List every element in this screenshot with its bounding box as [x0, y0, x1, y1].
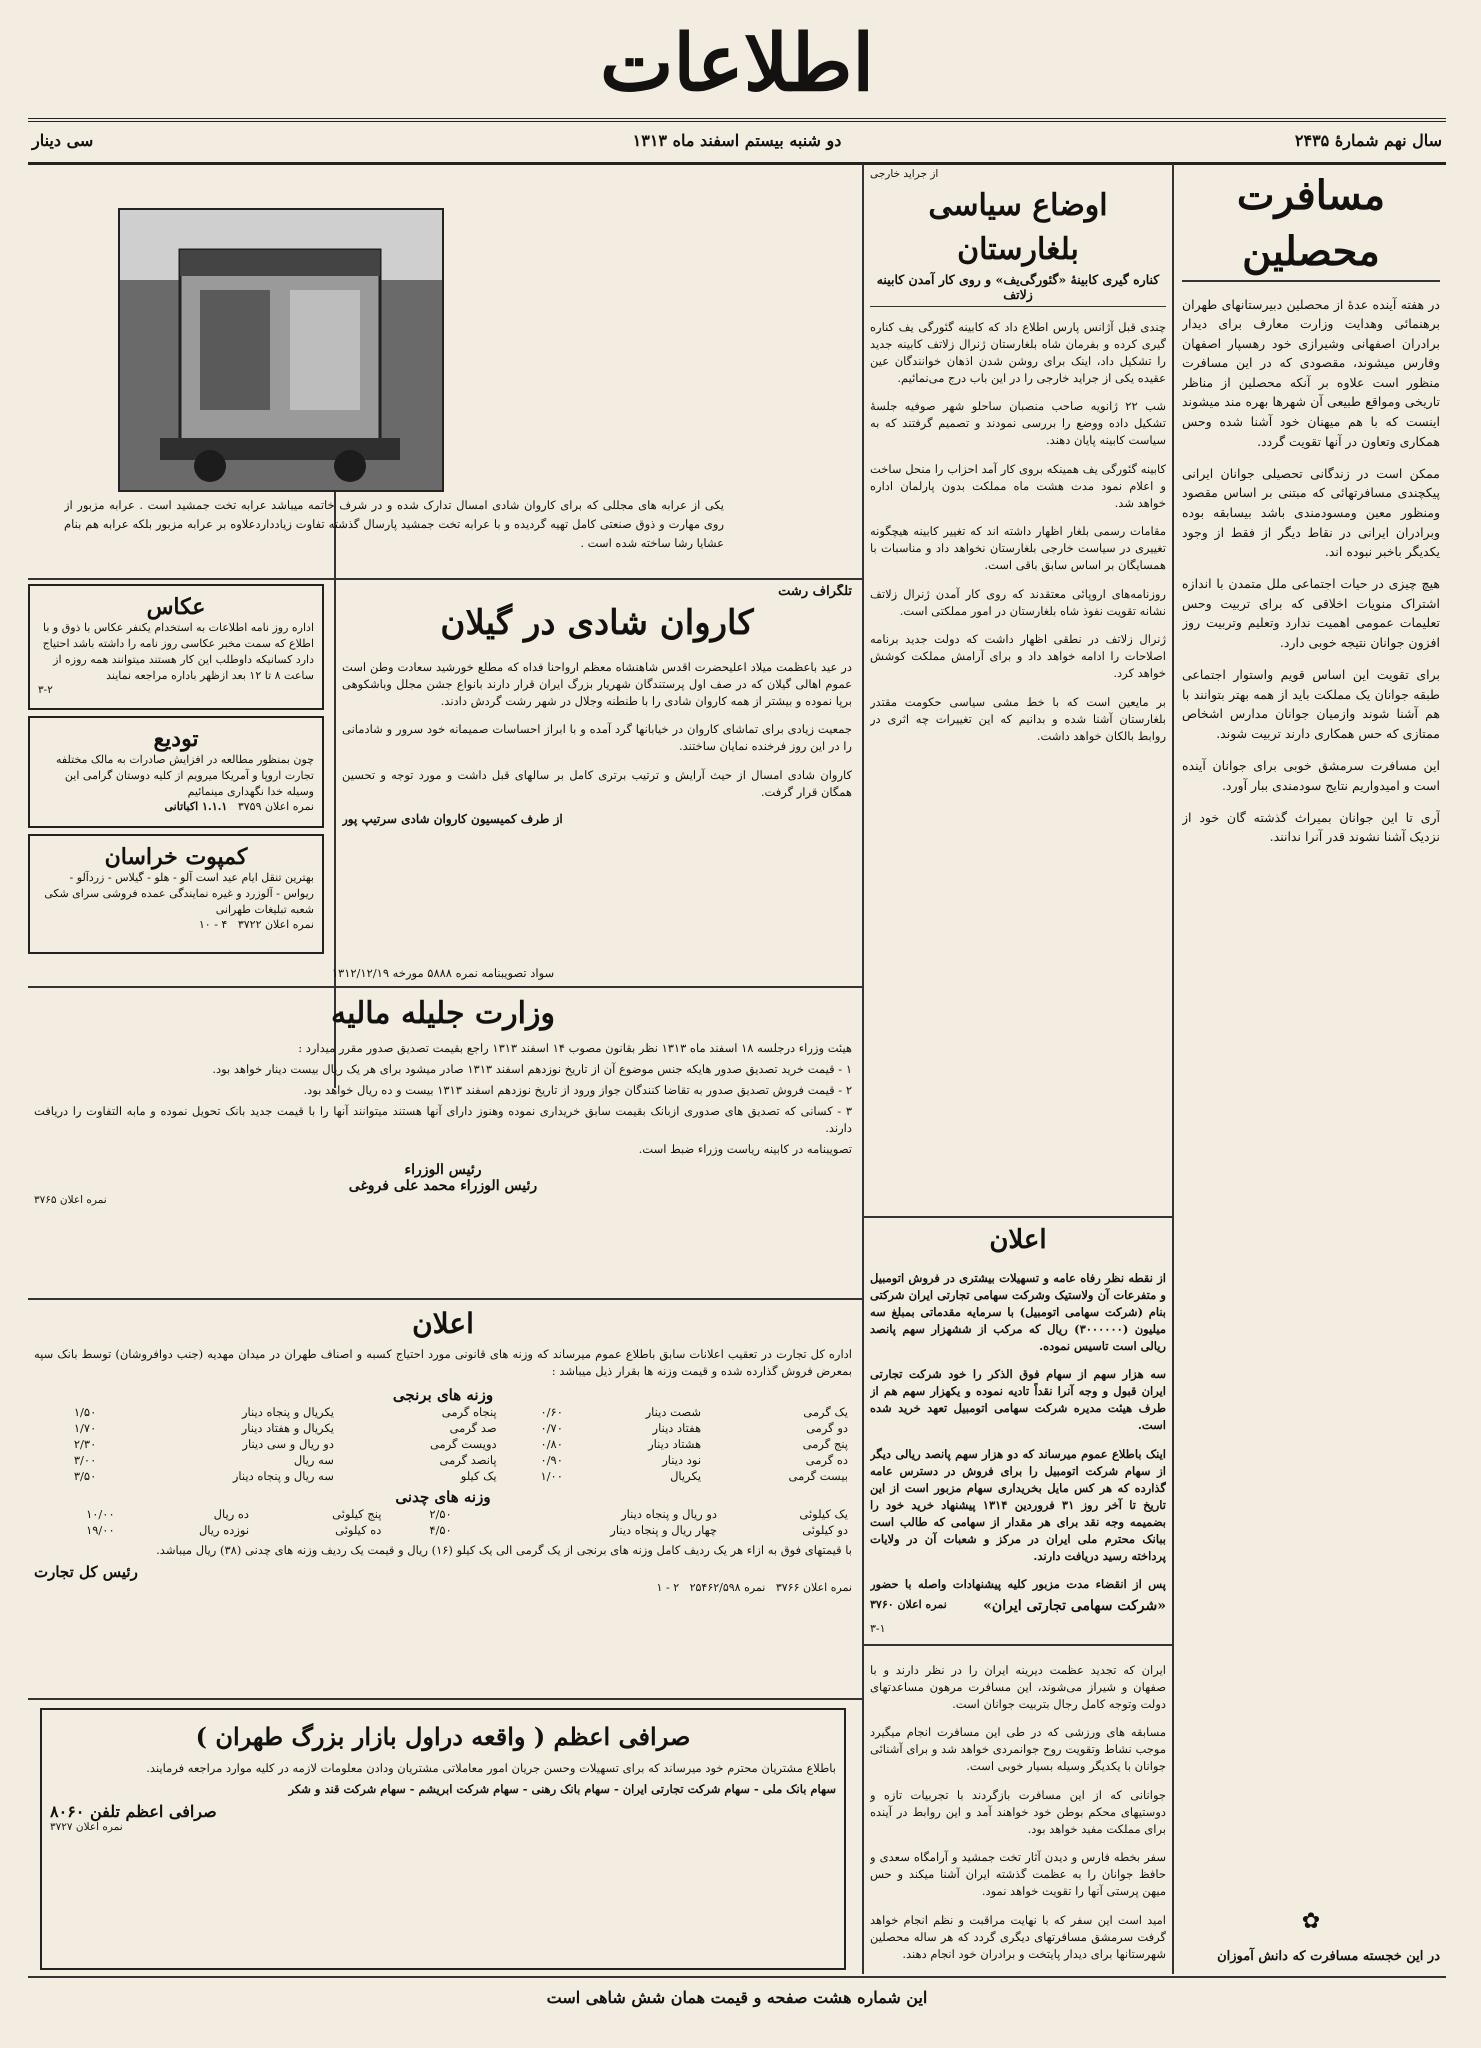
table-cell: دویست گرمی	[429, 1437, 497, 1451]
ad-items: سهام بانک ملی - سهام شرکت تجارتی ایران - سهام بانک رهنی - سهام شرکت ابریشم - سهام شرکت قند و شکر	[288, 1782, 836, 1796]
notice-headline: اعلان	[989, 1225, 1047, 1255]
table-cell: بیست گرمی	[788, 1469, 848, 1483]
ad-ref: ۳-۲	[38, 684, 53, 696]
notice-finance-ministry	[34, 992, 852, 1292]
table-row	[34, 1506, 852, 1522]
table-cell: شصت دینار	[645, 1405, 702, 1419]
article-headline: اوضاع سیاسی بلغارستان	[928, 188, 1108, 267]
ad-name: ۱.۱.۱ اکباتانی	[164, 800, 228, 813]
ad-khorasan-compote	[28, 834, 324, 954]
paragraph: این مسافرت سرمشق خوبی برای جوانان آینده است و امیدواریم نتایج سودمندی ببار آورد.	[1182, 757, 1440, 793]
ad-text: اداره روز نامه اطلاعات به استخدام یکنفر عکاس با ذوق و با اطلاع که سمت مخبر عکاسی روز نامه را داشته باشد احتیاج دارد کسانیکه داوطلب این کار هستند میتوانند همه روزه از ساعت ۸ تا ۱۲ بعد ازظهر باداره مراجعه نمایند	[42, 621, 314, 682]
paragraph: سه هزار سهم از سهام فوق الذکر را خود شرکت تجارتی ایران قبول و وجه آنرا نقداً تادیه نموده و یکهزار سهم هم از طرف هیئت مدیره شرکت سهامی اتومبیل تعهد خرید شده است.	[870, 1367, 1166, 1432]
table-cell: ۴/۵۰	[429, 1523, 452, 1537]
ad-text: چون بمنظور مطالعه در افزایش صادرات به مالک مختلفه تجارت اروپا و آمریکا میرویم از کلیه دوستان گرامی این وسیله خدا نگهداری مینمائیم	[56, 753, 314, 798]
table-cell: یکریال	[670, 1469, 702, 1483]
paragraph: جوانانی که از این مسافرت بازگردند با تجربیات تازه و دوستیهای محکم بوطن خود خواهند آمد و این روابط در آینده برای مملکت مفید خواهد بود.	[870, 1787, 1166, 1836]
article-headline: مسافرت محصلین	[1182, 168, 1440, 282]
section-divider	[28, 986, 862, 988]
signature-full: رئیس الوزراء محمد علی فروغی	[348, 1178, 538, 1194]
table-cell: پنج کیلوئی	[332, 1507, 382, 1521]
article-caravan-gilan	[342, 584, 852, 964]
paragraph: شب ۲۲ ژانویه صاحب منصبان ساحلو شهر صوفیه جلسهٔ تشکیل داده ووضع را بررسی نمودند و تصمیم گرفتند که به سیاست کابینه پایان دهند.	[870, 399, 1166, 447]
paragraph: تصویبنامه در کابینه ریاست وزراء ضبط است.	[638, 1142, 852, 1156]
table-cell: نوزده ریال	[198, 1523, 250, 1537]
photo-float-chariot	[118, 208, 444, 492]
paragraph: چندی قبل آژانس پارس اطلاع داد که کابینه گئورگی یف کناره گیری کرده و بفرمان شاه بلغارستان ژنرال زلاتف کابینه جدید را تشکیل داد، اینک برای روشن شدن اذهان خوانندگان عین عقیده یکی از جراید خارجی را در این باب درج می‌نمائیم.	[870, 319, 1166, 385]
paragraph: مسابقه های ورزشی که در طی این مسافرت انجام میگیرد موجب نشاط وتقویت روح جوانمردی خواهد شد و برای آشنائی جوانان با یکدیگر وسیله بسیار خوبی است.	[870, 1725, 1166, 1773]
photo-caption: یکی از عرابه های مجللی که برای کاروان شادی امسال تدارک شده و در شرف خاتمه میباشد عرابه تخت جمشید است . عرابه مزبور از روی مهارت و ذوق صنعتی کامل تهیه گردیده و با عرابه تخت جمشید پارسال گذشته تفاوت زیادداردعلاوه بر عرابه مزبور بلکه عرابه هم بنام عشایا رشا ساخته شده است .	[64, 498, 724, 550]
table-cell: یک کیلوئی	[799, 1507, 848, 1521]
small-ads	[28, 584, 324, 964]
ad-farewell	[28, 716, 324, 828]
notice-weights	[34, 1304, 852, 1692]
notice-intro: اداره کل تجارت در تعقیب اعلانات سابق باطلاع عموم میرساند که وزنه های قانونی مورد احتیاج کسبه و اصناف طهران در میدان مهدیه (جنب دوافروشان) توسط بانک سپه بمعرض فروش گذارده شده و قیمت وزنه ها بقرار ذیل میباشد :	[34, 1347, 852, 1378]
ad-ref: نمره اعلان ۳۷۵۹	[237, 800, 314, 813]
table-cell: ۲/۵۰	[429, 1507, 452, 1521]
footer-text: این شماره هشت صفحه و قیمت همان شش شاهی است	[546, 1988, 928, 2007]
ad-title: کمپوت خراسان	[104, 844, 248, 870]
paragraph: جمعیت زیادی برای تماشای کاروان در خیابانها گرد آمده و با ابراز احساسات صمیمانه خود سرور و شادمانی را در این روز فرخنده نمایان ساختند.	[342, 722, 852, 753]
ad-ref: نمره اعلان ۳۷۲۷	[50, 1821, 123, 1833]
notice-signature	[870, 1598, 1166, 1622]
notice-headline: اعلان	[412, 1307, 474, 1340]
paragraph: سفر بخطه فارس و دیدن آثار تخت جمشید و آرامگاه سعدی و حافظ جوانان را به عظمت گذشته ایران آشنا میکند و حس میهن پرستی آنها را تقویت خواهد نمود.	[870, 1850, 1166, 1898]
table-cell: پانصد گرمی	[439, 1453, 497, 1467]
paragraph: امید است این سفر که با نهایت مراقبت و نظم انجام خواهد گرفت سرمشق مسافرتهای دیگری گردد که هر ساله محصلین شهرستانها برای دیدار پایتخت و برادران خود انجام دهند.	[870, 1912, 1166, 1961]
paragraph: روزنامه‌های اروپائی معتقدند که روی کار آمدن ژنرال زلاتف نشانه تقویت نفوذ شاه بلغارستان در امور مملکتی است.	[870, 586, 1166, 618]
notice-ref-2: نمره ۲۵۴۶۲/۵۹۸	[689, 1581, 766, 1594]
chariot-image	[120, 210, 442, 490]
table-row	[34, 1452, 852, 1468]
article-bulgaria	[870, 168, 1166, 1118]
table-cell: سه ریال	[293, 1453, 334, 1467]
signature-text: «شرکت سهامی تجارتی ایران»	[983, 1598, 1166, 1614]
section-divider	[28, 1298, 862, 1300]
paragraph: کابینه گئورگی یف همینکه بروی کار آمد احزاب را منحل ساخت و اعلام نمود مدت هشت ماه مملکت بدون پارلمان اداره خواهد شد.	[870, 461, 1166, 510]
notice-outro: با قیمتهای فوق به ازاء هر یک ردیف کامل وزنه های برنجی از یک گرمی الی یک کیلو (۱۶) ریال و قیمت یک ردیف وزنه های چدنی (۳۸) ریال میباشد.	[156, 1543, 852, 1557]
ad-text: باطلاع مشتریان محترم خود میرساند که برای تسهیلات وحسن جریان امور معاملاتی مشتریان ودادن معلومات لازمه در کلیه موارد مراجعه فرمایند.	[146, 1761, 836, 1775]
table-row	[34, 1436, 852, 1452]
ad-title: عکاس	[146, 594, 206, 620]
section-divider	[28, 578, 862, 580]
table-row	[34, 1404, 852, 1420]
telegraph-tag: تلگراف رشت	[778, 584, 852, 599]
table-row	[34, 1468, 852, 1484]
table-cell: ۱۰/۰۰	[86, 1507, 115, 1521]
notice-automobile-company	[870, 1222, 1166, 1594]
table-cell: ده ریال	[213, 1507, 250, 1521]
paragraph: اینک باطلاع عموم میرساند که دو هزار سهم پانصد ریالی دیگر از سهام شرکت اتومبیل را برای فروش در دسترس عامه گذارده که هر کس مایل بخریداری سهام مزبور است از این تاریخ تا آخر روز ۳۱ فروردین ۱۳۱۴ پیشنهاد خرید خود را بضمیمه وجه نقد برای هر مقدار از سهامی که طالب است ببانک محترم ملی ایران در مرکز و شعبات آن در ولایات پرداخته رسید دریافت دارند.	[870, 1446, 1166, 1563]
table-cell: پنج گرمی	[802, 1437, 848, 1451]
notice-lead: از نقطه نظر رفاه عامه و تسهیلات بیشتری در فروش اتومبیل و متفرعات آن ولاستیک وشرکت سهامی تجارتی ایران شرکتی بنام (شرکت سهامی اتومبیل) با سرمایه مقدماتی بمبلغ سه میلیون (۳۰۰۰۰۰۰) ریال که مرکب از ششهزار سهم پانصد ریالی است تاسیس نموده.	[870, 1270, 1166, 1353]
iron-heading: وزنه های چدنی	[395, 1488, 491, 1506]
paragraph: در هفته آینده عدهٔ از محصلین دبیرستانهای طهران برهنمائی وهدایت وزارت معارف برای دیدار برادران اصفهانی وشیرازی خود رهسپار اصفهان وفارس میشوند، مقصودی که در این مسافرت منظور است علاوه بر آنکه محصلین از مناظر تاریخی ومواقع طبیعی آن شهرها بهره مند میشوند اینست که با هم میهنان خود آشنا شده وحس همکاری وتعاون در آنها تقویت گردد.	[1182, 296, 1440, 449]
table-cell: ۰/۸۰	[540, 1437, 563, 1451]
table-cell: ۱/۰۰	[540, 1469, 563, 1483]
table-cell: ۱/۵۰	[73, 1405, 97, 1419]
masthead-title: اطلاعات	[599, 18, 875, 109]
table-cell: صد گرمی	[449, 1421, 497, 1435]
issue-date: دو شنبه بیستم اسفند ماه ۱۳۱۳	[632, 131, 842, 150]
paragraph: ممکن است در زندگانی تحصیلی جوانان ایرانی پیکچندی مسافرتهائی که مبتنی بر اساس مقصود ومنظور معین ومسودمندی باشد بیسابقه بوده وبرادران ایرانی در نقاط دیگر از فقط از وجود یکدیگر باخبر نبوده اند.	[1182, 465, 1440, 560]
issue-price: سی دینار	[32, 131, 94, 150]
notice-ref-3: ۲ - ۱	[656, 1581, 680, 1594]
paragraph: بر مایعین است که با خط مشی سیاسی حکومت مقتدر بلغارستان آشنا شده و بدانیم که این تغییرات چه اثری در روابط بالکان خواهد داشت.	[870, 694, 1166, 743]
paragraph: ۳ - کسانی که تصدیق های صدوری ازبانک بقیمت سابق خریداری نموده وهنوز دارای آنها هستند میتوانند آنها را با قیمت جدید بانک تحویل نموده و مابه التفاوت را دریافت دارند.	[34, 1104, 852, 1135]
table-cell: یکریال و هفتاد دینار	[241, 1421, 334, 1435]
table-cell: هفتاد دینار	[652, 1421, 702, 1435]
dateline	[28, 118, 1446, 165]
ad-phone: صرافی اعظم تلفن ۸۰۶۰	[50, 1802, 217, 1821]
brass-heading: وزنه های برنجی	[392, 1386, 494, 1404]
table-cell: نود دینار	[662, 1453, 702, 1467]
table-cell: دو گرمی	[806, 1421, 848, 1435]
column-divider	[862, 164, 864, 1974]
table-cell: ۳/۰۰	[73, 1453, 97, 1467]
paragraph: ۲ - قیمت فروش تصدیق صدور به تقاضا کنندگان جواز ورود از تاریخ نوزدهم اسفند ۱۳۱۳ بیست و ده ریال خواهد بود.	[303, 1083, 852, 1097]
notice-ref: نمره اعلان ۳۷۶۵	[34, 1194, 107, 1206]
table-cell: هشتاد دینار	[648, 1437, 702, 1451]
table-cell: پنجاه گرمی	[441, 1405, 497, 1419]
table-row	[34, 1522, 852, 1538]
table-cell: یک کیلو	[460, 1469, 497, 1483]
issue-number: سال نهم شمارهٔ ۲۴۳۵	[1294, 131, 1442, 150]
paragraph: پس از انقضاء مدت مزبور کلیه پیشنهادات واصله با حضور	[870, 1577, 1166, 1591]
source-note: از جراید خارجی	[870, 168, 939, 180]
newspaper-page	[28, 18, 1446, 2028]
table-cell: ۱۹/۰۰	[86, 1523, 115, 1537]
notice-ref-2: ۳-۱	[870, 1622, 886, 1635]
paragraph: ۱ - قیمت خرید تصدیق صدور هایکه جنس موضوع آن از تاریخ نوزدهم اسفند ۱۳۱۳ صادر میشود برای هر یک ریال بیست دینار خواهد بود.	[212, 1062, 852, 1076]
signature-title: رئیس الوزراء	[404, 1162, 482, 1178]
signature: از طرف کمیسیون کاروان شادی سرتیپ پور	[342, 812, 563, 826]
table-cell: ۳/۵۰	[73, 1469, 97, 1483]
article-continuation	[870, 1650, 1166, 1970]
masthead	[28, 18, 1446, 110]
paragraph: هیئت وزراء درجلسه ۱۸ اسفند ماه ۱۳۱۳ نظر بقانون مصوب ۱۴ اسفند ۱۳۱۳ راجع بقیمت تصدیق صدور مقرر میدارد :	[298, 1041, 852, 1055]
table-cell: ۰/۹۰	[540, 1453, 563, 1467]
ornament: ✿	[1301, 1909, 1321, 1934]
table-cell: یکریال و پنجاه دینار	[242, 1405, 334, 1419]
ad-text: بهترین تنقل ایام عید است آلو - هلو - گیلاس - زردآلو - ریواس - آلوزرد و غیره نمایندگی عمده فروشی سرای شکی شعبه تبلیغات طهرانی	[44, 871, 314, 916]
brass-weights-table	[34, 1404, 852, 1484]
paragraph: آری تا این جوانان بمیراث گذشته گان خود از نزدیک آشنا نشوند قدر آنرا ندانند.	[1182, 809, 1440, 845]
table-cell: دو ریال و پنجاه دینار	[621, 1507, 718, 1521]
paragraph: مقامات رسمی بلغار اظهار داشته اند که تغییر کابینه هیچگونه تغییری در سیاست خارجی بلغارستان نخواهد داد و مناسبات با همسایگان بر اساس سابق باقی است.	[870, 524, 1166, 572]
ad-ref-2: ۴ - ۱۰	[198, 918, 228, 931]
ad-ref: نمره اعلان ۳۷۲۲	[237, 918, 314, 931]
table-cell: دو ریال و سی دینار	[242, 1437, 334, 1451]
page-footer	[28, 1978, 1446, 2018]
closing-line: در این خجسته مسافرت که دانش آموزان	[1217, 1949, 1440, 1964]
table-cell: ۱/۷۰	[73, 1421, 97, 1435]
section-divider	[28, 1698, 862, 1700]
paragraph: کاروان شادی امسال از حیث آرایش و ترتیب برتری کامل بر سالهای قبل داشت و مورد توجه و تحسین همگان قرار گرفت.	[342, 767, 852, 799]
column-divider	[1172, 164, 1174, 1974]
decree-ref: سواد تصویبنامه نمره ۵۸۸۸ مورخه ۱۳۱۲/۱۲/۱۹	[331, 966, 555, 980]
paragraph: در عید باعظمت میلاد اعلیحضرت اقدس شاهنشاه معظم ارواحنا فداه که مطلع خورشید سعادت وطن است عموم اهالی گیلان که در صف اول پرستندگان شهریار بزرگ ایران قرار دارند بانواع جشن مجلل وباشکوهی برپا نموده و بیشتر از همه کاروان شادی را با طنطنه وجلال در شهر رشت گردش دادند.	[342, 659, 852, 708]
ad-title: توديع	[153, 726, 199, 752]
paragraph: هیچ چیزی در حیات اجتماعی ملل متمدن با اندازه اشتراک منویات اخلاقی که برای تربیت وحس تعلیمات عمومی اهمیت ندارد وتعلیم وتربیت روز افزون جوانان نتیجه خوبی دارد.	[1182, 576, 1440, 650]
article-headline: کاروان شادی در گیلان	[440, 603, 754, 643]
notice-headline: وزارت جلیله مالیه	[331, 996, 555, 1031]
iron-weights-table	[34, 1506, 852, 1538]
table-cell: ده گرمی	[805, 1453, 848, 1467]
paragraph: ژنرال زلاتف در نطقی اظهار داشت که دولت جدید برنامه اصلاحات را ادامه خواهد داد و برای آرامش مملکت کوشش خواهد کرد.	[870, 632, 1166, 680]
paragraph: ایران که تجدید عظمت دیرینه ایران را در نظر دارند و با صفهان و شیراز می‌شوند، این مسافرت مرهون مساعدتهای دولت وتوجه کامل رجال بتربیت جوانان است.	[870, 1662, 1166, 1711]
notice-ref: نمره اعلان ۳۷۶۶	[775, 1581, 852, 1594]
article-students-trip	[1182, 168, 1440, 1968]
table-cell: دو کیلوئی	[802, 1523, 848, 1537]
section-divider	[864, 1216, 1172, 1218]
ad-headline: صرافی اعظم ( واقعه دراول بازار بزرگ طهران )	[195, 1722, 691, 1751]
table-cell: ۰/۶۰	[540, 1405, 563, 1419]
table-cell: سه ریال و پنجاه دینار	[232, 1469, 334, 1483]
signature: رئیس کل تجارت	[34, 1563, 138, 1581]
ad-photographer	[28, 584, 324, 710]
table-cell: ۲/۳۰	[73, 1437, 97, 1451]
table-cell: ۰/۷۰	[540, 1421, 563, 1435]
section-divider	[864, 1644, 1172, 1646]
paragraph: برای تقویت این اساس قویم واستوار اجتماعی طبقه جوانان یک مملکت باید از همه بهتر بتوانند با هم آشنا شوند وازمیان جوانان مدارس اشخاص ممتازی که حس همکاری دارند تربیت شوند.	[1182, 667, 1440, 741]
table-row	[34, 1420, 852, 1436]
table-cell: یک گرمی	[803, 1405, 848, 1419]
ad-azam-exchange	[40, 1708, 846, 1970]
table-cell: ده کیلوئی	[335, 1523, 382, 1537]
notice-ref: نمره اعلان ۳۷۶۰	[870, 1598, 947, 1611]
table-cell: چهار ریال و پنجاه دینار	[610, 1523, 718, 1537]
article-subheadline: کناره گیری کابینهٔ «گئورگی‌یف» و روی کار آمدن کابینه زلاتف	[870, 272, 1166, 307]
